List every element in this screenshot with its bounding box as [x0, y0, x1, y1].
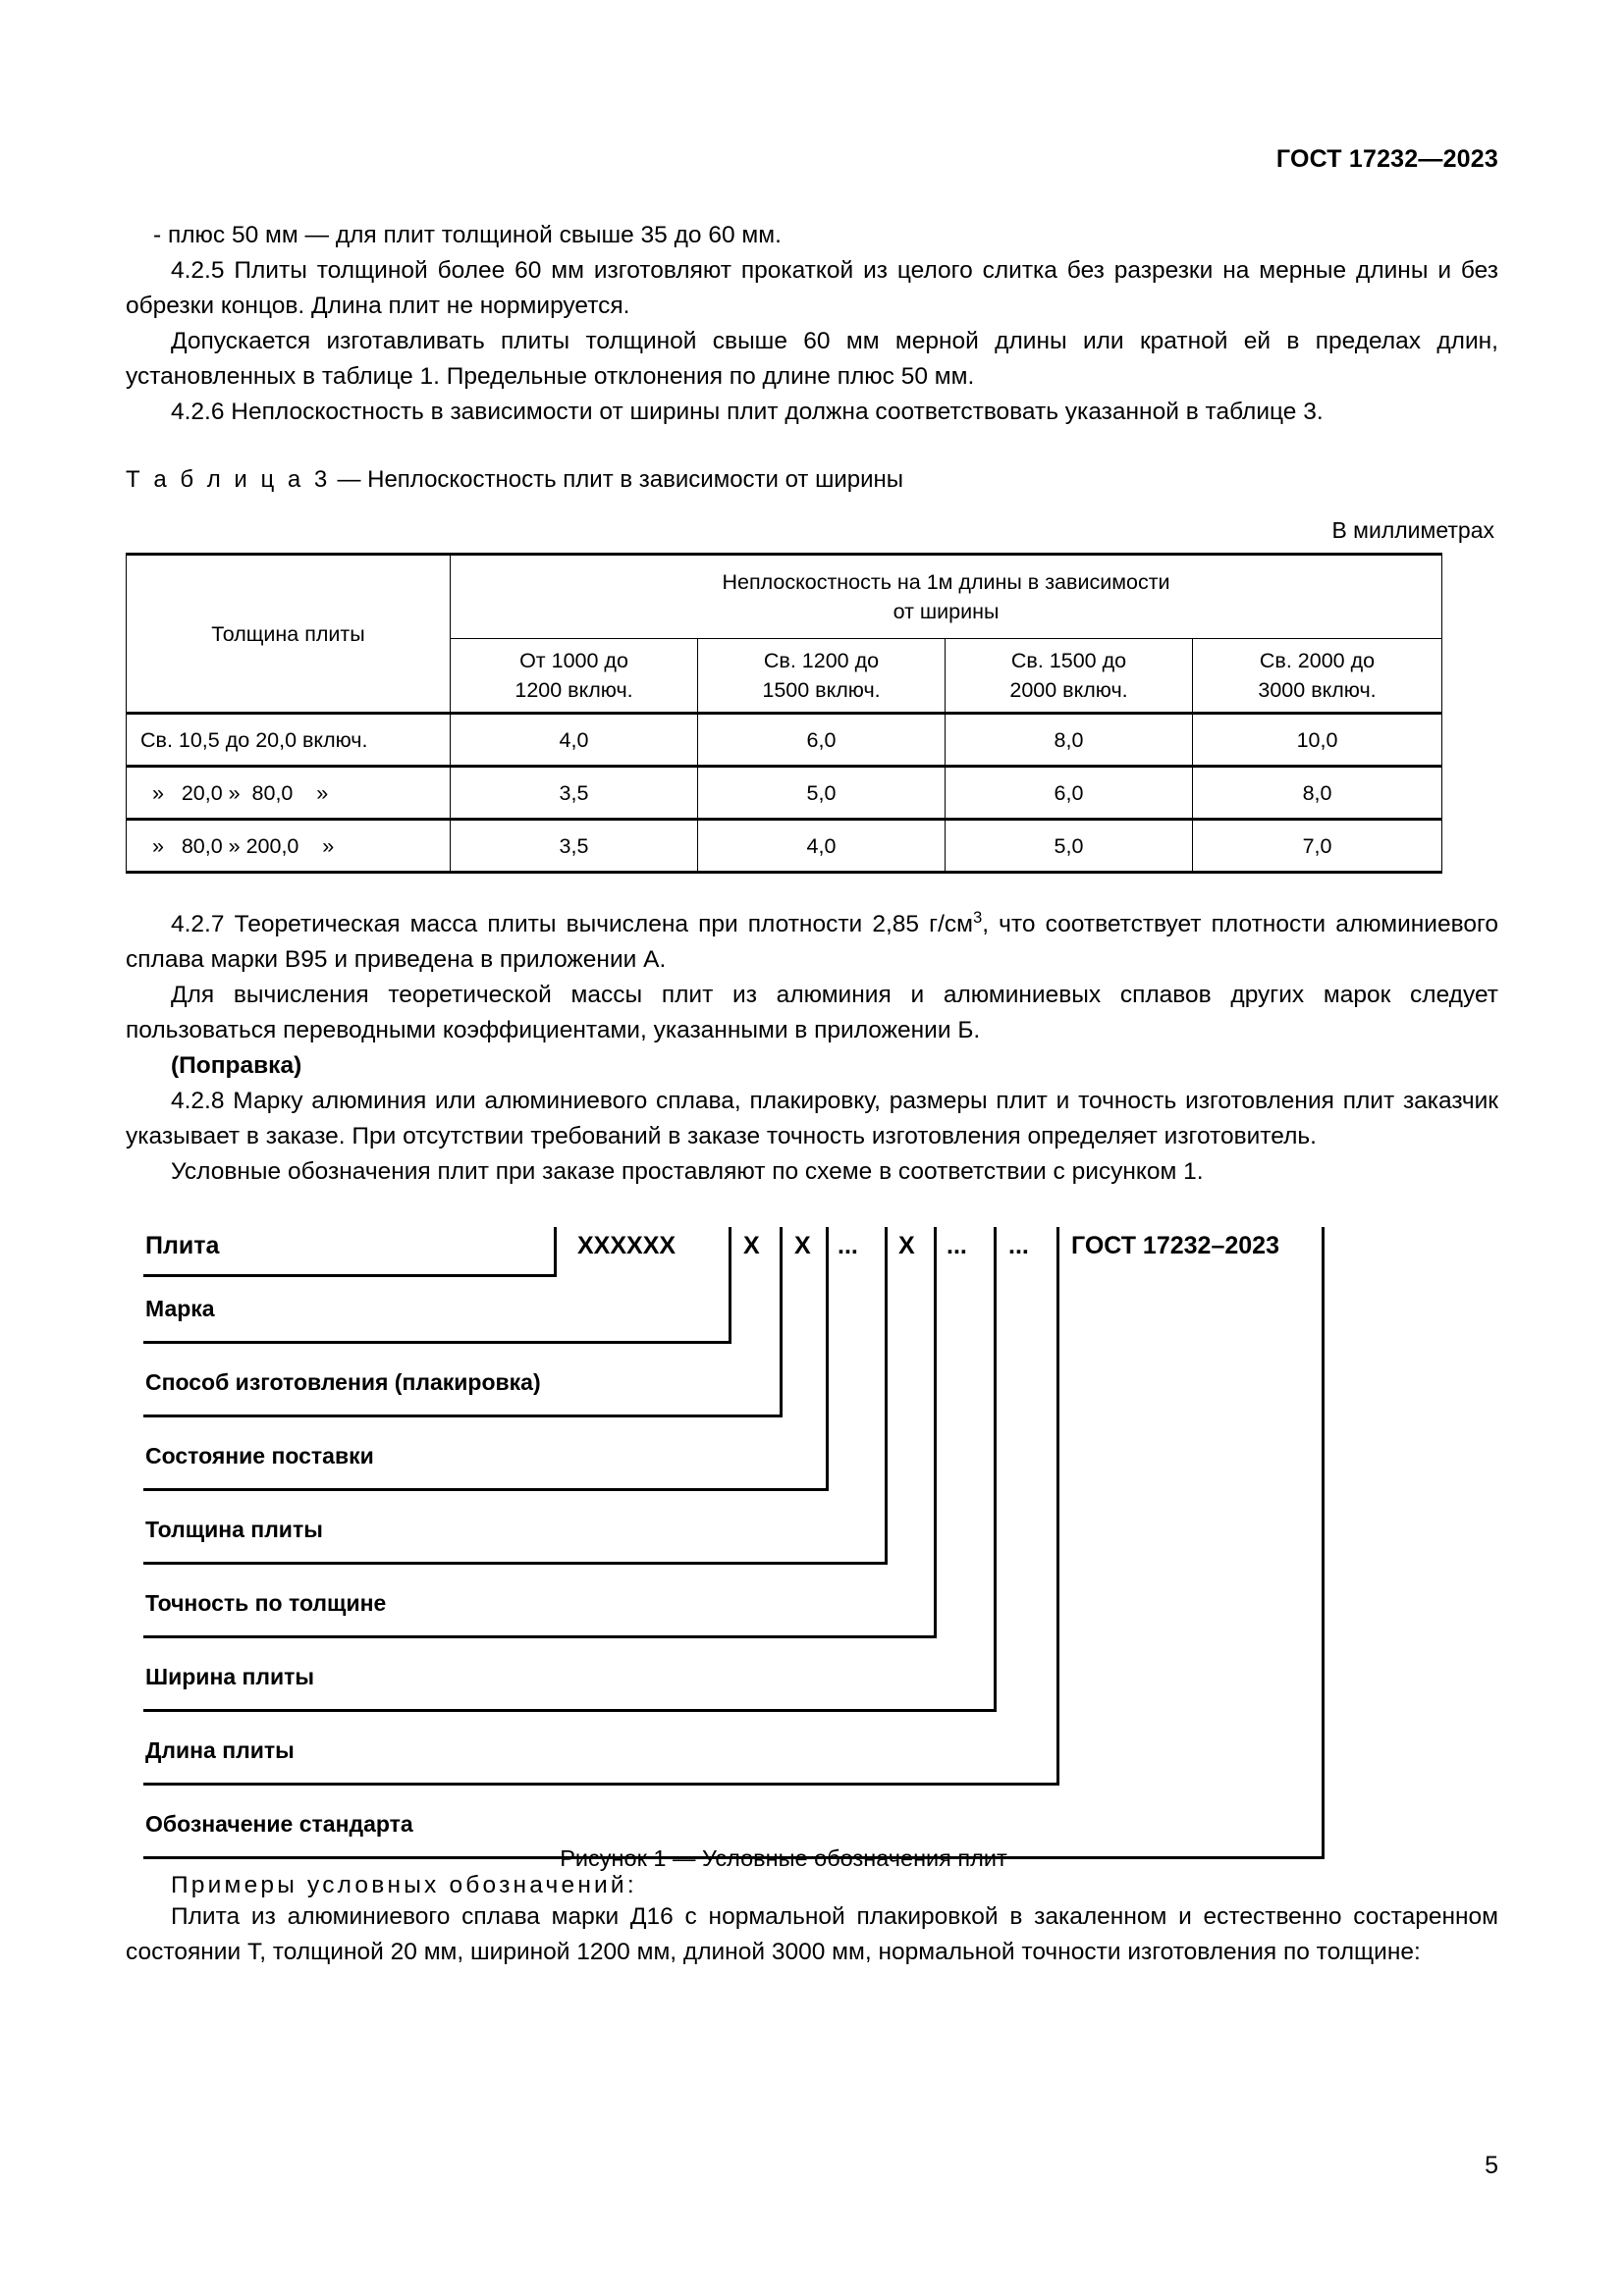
figure-riser-accuracy [934, 1268, 937, 1638]
figure-riser-method [780, 1268, 783, 1417]
figure-label-state: Состояние поставки [145, 1443, 374, 1468]
figure-field-marka: XXXXXX [577, 1232, 677, 1259]
table-cell-value: 6,0 [698, 714, 946, 767]
figure-label-accuracy: Точность по толщине [145, 1590, 387, 1616]
running-header-standard-number: ГОСТ 17232—2023 [1275, 145, 1498, 173]
clause-4-2-5-note: Допускается изготавливать плиты толщиной свыше 60 мм мерной длины или кратной ей в пределах длин, установленных в таблице 1. Предельные отклонения по длине плюс 50 мм. [126, 328, 1498, 390]
figure-label-marka: Марка [145, 1296, 215, 1321]
table-row [127, 714, 1442, 767]
table-cell-value: 6,0 [946, 767, 1193, 820]
table-cell-value: 4,0 [451, 714, 698, 767]
figure-riser-state [826, 1268, 829, 1491]
page-content [126, 218, 1498, 1970]
clause-4-2-7-note: Для вычисления теоретической массы плит из алюминия и алюминиевых сплавов других марок следует пользоваться переводными коэффициентами, указанными в приложении Б. [126, 982, 1498, 1043]
figure-label-thickness: Толщина плиты [145, 1517, 323, 1542]
figure-leader-line-method [143, 1415, 782, 1417]
figure-field-standard: ГОСТ 17232–2023 [1071, 1232, 1279, 1259]
figure-label-method: Способ изготовления (плакировка) [145, 1369, 541, 1395]
figure-field-length: ... [1008, 1232, 1029, 1259]
figure-sep-4 [885, 1227, 888, 1268]
examples-heading: Примеры условных обозначений: [171, 1872, 637, 1898]
figure-label-width: Ширина плиты [145, 1664, 315, 1689]
figure-label-length: Длина плиты [145, 1737, 295, 1763]
table-subheader-width-4: Св. 2000 до 3000 включ. [1193, 639, 1442, 714]
table-cell-value: 7,0 [1193, 820, 1442, 873]
figure-leader-line-marka [143, 1341, 731, 1344]
figure-field-accuracy: X [898, 1232, 915, 1259]
density-exponent: 3 [972, 907, 983, 927]
table-cell-value: 3,5 [451, 820, 698, 873]
figure-leader-line-plita [143, 1274, 556, 1277]
table-row [127, 820, 1442, 873]
table-3-caption [126, 464, 1498, 496]
figure-sep-3 [826, 1227, 829, 1268]
figure-1-caption: Рисунок 1 — Условные обозначения плит [560, 1845, 1007, 1871]
figure-leader-line-accuracy [143, 1635, 936, 1638]
table-cell-value: 3,5 [451, 767, 698, 820]
figure-field-thick: ... [838, 1232, 858, 1259]
figure-sep-5 [934, 1227, 937, 1268]
figure-1-designation-scheme [126, 1233, 1441, 1842]
figure-sep-6 [994, 1227, 997, 1268]
figure-leader-line-width [143, 1709, 996, 1712]
table-header-row-group [127, 555, 1442, 639]
clause-4-2-8: 4.2.8 Марку алюминия или алюминиевого сплава, плакировку, размеры плит и точность изготовления плит заказчик указывает в заказе. При отсутствии требований в заказе точность изготовления определяет изготовитель. [126, 1088, 1498, 1149]
table-cell-thickness: Св. 10,5 до 20,0 включ. [127, 714, 451, 767]
figure-leader-line-length [143, 1783, 1058, 1786]
figure-field-plita: Плита [145, 1232, 220, 1259]
figure-sep-1 [729, 1227, 731, 1268]
clause-4-2-6: 4.2.6 Неплоскостность в зависимости от ширины плит должна соответствовать указанной в таблице 3. [171, 399, 1324, 425]
figure-leader-line-thickness [143, 1562, 887, 1565]
figure-sep-7 [1056, 1227, 1059, 1268]
table-cell-value: 8,0 [946, 714, 1193, 767]
figure-riser-thickness [885, 1268, 888, 1565]
clause-4-2-8-note: Условные обозначения плит при заказе проставляют по схеме в соответствии с рисунком 1. [171, 1158, 1204, 1185]
table-3-flatness [126, 553, 1442, 874]
figure-riser-width [994, 1268, 997, 1712]
table-cell-thickness: » 80,0 » 200,0 » [127, 820, 451, 873]
table-cell-value: 4,0 [698, 820, 946, 873]
figure-leader-line-standard [143, 1856, 1324, 1859]
page-number: 5 [1485, 2152, 1498, 2179]
bullet-plus-50mm: - плюс 50 мм — для плит толщиной свыше 35 до 60 мм. [153, 222, 782, 248]
table-subheader-width-1: От 1000 до 1200 включ. [451, 639, 698, 714]
table-3-units-note: В миллиметрах [1331, 517, 1494, 543]
clause-4-2-7: 4.2.7 Теоретическая масса плиты вычислена при плотности 2,85 $г/см^3$, что соответствует плотности алюминиевого сплава марки В95 и приведена в приложении А. [126, 907, 1498, 973]
table-3-caption-label: Т а б л и ц а 3 [126, 466, 331, 493]
table-cell-value: 8,0 [1193, 767, 1442, 820]
table-cell-value: 5,0 [698, 767, 946, 820]
example-designation-text: Плита из алюминиевого сплава марки Д16 с нормальной плакировкой в закаленном и естественно состаренном состоянии Т, толщиной 20 мм, шириной 1200 мм, длиной 3000 мм, нормальной точности изготовления по толщине: [126, 1903, 1498, 1965]
table-subheader-width-2: Св. 1200 до 1500 включ. [698, 639, 946, 714]
table-row [127, 767, 1442, 820]
figure-leader-line-state [143, 1488, 828, 1491]
figure-riser-marka [729, 1268, 731, 1344]
table-subheader-width-3: Св. 1500 до 2000 включ. [946, 639, 1193, 714]
figure-riser-plita [554, 1227, 557, 1277]
figure-field-state: X [794, 1232, 811, 1259]
figure-riser-standard [1322, 1227, 1325, 1859]
figure-riser-length [1056, 1268, 1059, 1786]
figure-sep-2 [780, 1227, 783, 1268]
table-3-caption-title: — Неплоскостность плит в зависимости от ширины [330, 466, 903, 493]
table-cell-thickness: » 20,0 » 80,0 » [127, 767, 451, 820]
table-cell-value: 5,0 [946, 820, 1193, 873]
table-header-flatness-group: Неплоскостность на 1м длины в зависимости от ширины [451, 555, 1442, 639]
figure-field-method: X [743, 1232, 760, 1259]
correction-note: (Поправка) [171, 1052, 302, 1079]
figure-field-width: ... [947, 1232, 967, 1259]
figure-label-standard: Обозначение стандарта [145, 1811, 413, 1837]
table-cell-value: 10,0 [1193, 714, 1442, 767]
clause-4-2-5: 4.2.5 Плиты толщиной более 60 мм изготовляют прокаткой из целого слитка без разрезки на мерные длины и без обрезки концов. Длина плит не нормируется. [126, 257, 1498, 319]
table-header-thickness: Толщина плиты [127, 555, 451, 714]
